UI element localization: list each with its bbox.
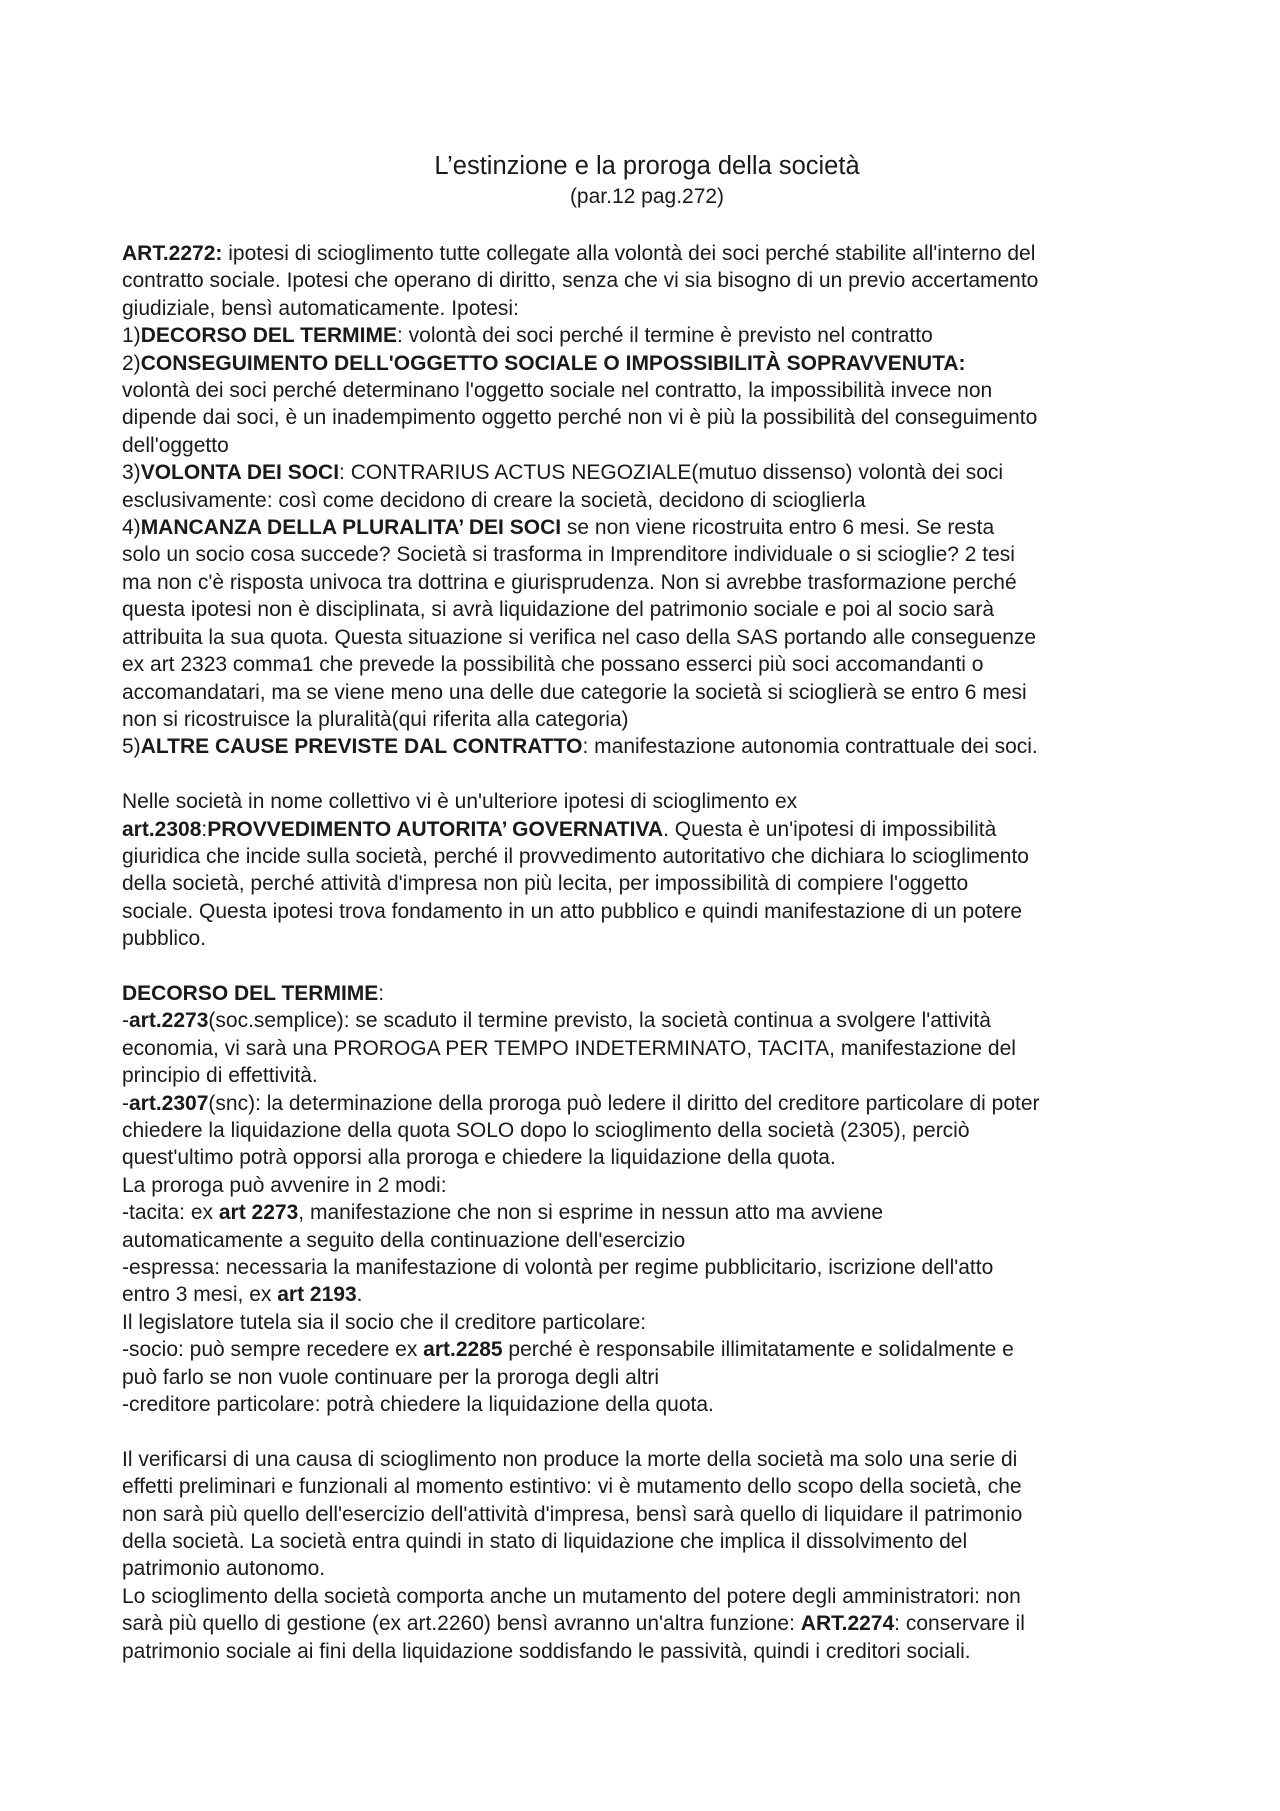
- text-line: [122, 1364, 1172, 1391]
- text-run: perché è responsabile illimitatamente e solidalmente e: [502, 1338, 1014, 1362]
- text-line: [122, 1610, 1172, 1637]
- text-run: giudiziale, bensì automaticamente. Ipotesi:: [122, 296, 519, 320]
- text-run: (soc.semplice): se scaduto il termine previsto, la società continua a svolgere l'attività: [208, 1009, 991, 1033]
- text-run: -: [122, 1009, 129, 1033]
- text-run: : volontà dei soci perché il termine è previsto nel contratto: [396, 324, 933, 348]
- text-run: :: [201, 817, 208, 841]
- text-run: (snc): la determinazione della proroga può ledere il diritto del creditore particolare di poter: [208, 1091, 1040, 1115]
- text-line: [122, 1391, 1172, 1418]
- text-line: [122, 596, 1172, 623]
- text-line: [122, 1144, 1172, 1171]
- text-line: [122, 267, 1172, 294]
- text-run: esclusivamente: così come decidono di creare la società, decidono di scioglierla: [122, 488, 866, 512]
- text-run: La proroga può avvenire in 2 modi:: [122, 1173, 447, 1197]
- text-line: [122, 980, 1172, 1007]
- text-run: dipende dai soci, è un inadempimento oggetto perché non vi è più la possibilità del conseguimento: [122, 406, 1038, 430]
- text-line: [122, 733, 1172, 760]
- text-run: .: [356, 1283, 363, 1307]
- text-line: [122, 843, 1172, 870]
- paragraph-gap: [122, 1418, 1172, 1445]
- document-subtitle: (par.12 pag.272): [569, 185, 725, 208]
- text-run: entro 3 mesi, ex: [122, 1283, 278, 1307]
- text-run: non si ricostruisce la pluralità(qui riferita alla categoria): [122, 707, 629, 731]
- document-title: L’estinzione e la proroga della società: [434, 152, 860, 180]
- text-run: principio di effettività.: [122, 1064, 318, 1088]
- text-run: giuridica che incide sulla società, perché il provvedimento autoritativo che dichiara lo scioglimento: [122, 844, 1029, 868]
- text-line: [122, 1035, 1172, 1062]
- bold-text-run: CONSEGUIMENTO DELL'OGGETTO SOCIALE O IMPOSSIBILITÀ SOPRAVVENUTA:: [140, 351, 966, 375]
- text-run: sarà più quello di gestione (ex art.2260) bensì avranno un'altra funzione:: [122, 1612, 801, 1636]
- text-line: [122, 1199, 1172, 1226]
- text-run: ipotesi di scioglimento tutte collegate alla volontà dei soci perché stabilite all'interno del: [222, 242, 1036, 265]
- text-line: [122, 569, 1172, 596]
- bold-text-run: art 2273: [218, 1201, 299, 1225]
- text-line: [122, 1117, 1172, 1144]
- text-run: : conservare il: [894, 1612, 1025, 1636]
- text-line: [122, 651, 1172, 678]
- bold-text-run: MANCANZA DELLA PLURALITA’ DEI SOCI: [140, 516, 562, 540]
- text-run: 4): [122, 516, 141, 540]
- bold-text-run: DECORSO DEL TERMIME: [122, 981, 379, 1005]
- text-line: [122, 1172, 1172, 1199]
- text-line: [122, 788, 1172, 815]
- text-run: accomandatari, ma se viene meno una delle due categorie la società si scioglierà se entro 6 mesi: [122, 680, 1027, 704]
- text-run: -creditore particolare: potrà chiedere la liquidazione della quota.: [122, 1393, 714, 1417]
- text-line: [122, 706, 1172, 733]
- text-line: [122, 870, 1172, 897]
- text-line: [122, 240, 1172, 267]
- bold-text-run: art.2273: [129, 1009, 209, 1033]
- text-run: 5): [122, 735, 141, 759]
- text-run: Il verificarsi di una causa di scioglimento non produce la morte della società ma solo una serie di: [122, 1447, 1018, 1471]
- text-run: solo un socio cosa succede? Società si trasforma in Imprenditore individuale o si scioglie? 2 tesi: [122, 543, 1015, 567]
- text-run: pubblico.: [122, 927, 207, 951]
- text-run: può farlo se non vuole continuare per la proroga degli altri: [122, 1365, 660, 1389]
- text-run: :: [378, 981, 385, 1005]
- text-line: [122, 1555, 1172, 1582]
- text-line: [122, 459, 1172, 486]
- text-line: [122, 487, 1172, 514]
- text-line: [122, 350, 1172, 377]
- text-line: [122, 1309, 1172, 1336]
- bold-text-run: DECORSO DEL TERMIME: [140, 324, 397, 348]
- text-line: [122, 816, 1172, 843]
- text-run: 1): [122, 324, 141, 348]
- bold-text-run: ART.2274: [800, 1612, 895, 1636]
- text-line: [122, 1336, 1172, 1363]
- text-run: sociale. Questa ipotesi trova fondamento in un atto pubblico e quindi manifestazione di un potere: [122, 899, 1023, 923]
- text-line: [122, 1638, 1172, 1665]
- text-run: 3): [122, 461, 141, 485]
- paragraph: [122, 980, 1172, 1419]
- text-run: : manifestazione autonomia contrattuale dei soci.: [582, 735, 1038, 759]
- text-run: patrimonio sociale ai fini della liquidazione soddisfando le passività, quindi i creditori sociali.: [122, 1639, 971, 1663]
- text-run: effetti preliminari e funzionali al momento estintivo: vi è mutamento dello scopo della società, che: [122, 1475, 1022, 1499]
- text-line: [122, 432, 1172, 459]
- text-line: [122, 624, 1172, 651]
- text-run: ma non c'è risposta univoca tra dottrina e giurisprudenza. Non si avrebbe trasformazione perché: [122, 570, 1017, 594]
- text-run: -espressa: necessaria la manifestazione di volontà per regime pubblicitario, iscrizione dell'atto: [122, 1256, 994, 1279]
- text-run: della società. La società entra quindi in stato di liquidazione che implica il dissolvimento del: [122, 1530, 968, 1554]
- bold-text-run: art.2308: [122, 817, 202, 841]
- paragraph-gap: [122, 953, 1172, 980]
- text-line: [122, 514, 1172, 541]
- text-line: [122, 322, 1172, 349]
- text-line: [122, 925, 1172, 952]
- paragraph: [122, 1446, 1172, 1665]
- bold-text-run: ART.2272:: [122, 242, 223, 265]
- text-line: [122, 404, 1172, 431]
- text-run: Lo scioglimento della società comporta anche un mutamento del potere degli amministratori: non: [122, 1584, 1021, 1608]
- paragraph-gap: [122, 761, 1172, 788]
- document-body: [122, 240, 1172, 1665]
- text-line: [122, 1528, 1172, 1555]
- text-run: attribuita la sua quota. Questa situazione si verifica nel caso della SAS portando alle conseguenze: [122, 625, 1037, 649]
- paragraph: [122, 240, 1172, 761]
- text-run: ex art 2323 comma1 che prevede la possibilità che possano esserci più soci accomandanti o: [122, 653, 984, 677]
- text-run: economia, vi sarà una PROROGA PER TEMPO INDETERMINATO, TACITA, manifestazione del: [122, 1036, 1016, 1060]
- text-run: della società, perché attività d'impresa non più lecita, per impossibilità di compiere l'oggetto: [122, 872, 969, 896]
- document-page: [122, 150, 1172, 1665]
- text-line: [122, 377, 1172, 404]
- text-line: [122, 1227, 1172, 1254]
- text-run: contratto sociale. Ipotesi che operano di diritto, senza che vi sia bisogno di un previo accertamento: [122, 269, 1039, 293]
- paragraph: [122, 788, 1172, 952]
- text-run: Nelle società in nome collettivo vi è un'ulteriore ipotesi di scioglimento ex: [122, 790, 798, 814]
- text-line: [122, 295, 1172, 322]
- text-run: patrimonio autonomo.: [122, 1557, 326, 1581]
- text-run: 2): [122, 351, 141, 375]
- text-line: [122, 1473, 1172, 1500]
- text-run: dell'oggetto: [122, 433, 229, 457]
- text-line: [122, 898, 1172, 925]
- bold-text-run: VOLONTA DEI SOCI: [140, 461, 340, 485]
- text-run: automaticamente a seguito della continuazione dell'esercizio: [122, 1228, 686, 1252]
- text-run: volontà dei soci perché determinano l'oggetto sociale nel contratto, la impossibilità invece non: [122, 379, 993, 403]
- text-line: [122, 1062, 1172, 1089]
- text-line: [122, 1501, 1172, 1528]
- text-run: . Questa è un'ipotesi di impossibilità: [663, 817, 997, 841]
- text-run: -tacita: ex: [122, 1201, 219, 1225]
- text-run: -: [122, 1091, 129, 1115]
- bold-text-run: art 2193: [277, 1283, 357, 1307]
- bold-text-run: ALTRE CAUSE PREVISTE DAL CONTRATTO: [140, 735, 583, 759]
- text-run: , manifestazione che non si esprime in nessun atto ma avviene: [298, 1201, 884, 1225]
- bold-text-run: art.2285: [423, 1338, 503, 1362]
- bold-text-run: art.2307: [129, 1091, 209, 1115]
- text-run: non sarà più quello dell'esercizio dell'attività d'impresa, bensì sarà quello di liquidare il patrimonio: [122, 1502, 1023, 1526]
- text-run: quest'ultimo potrà opporsi alla proroga e chiedere la liquidazione della quota.: [122, 1146, 836, 1170]
- text-line: [122, 1446, 1172, 1473]
- text-run: se non viene ricostruita entro 6 mesi. Se resta: [561, 516, 995, 540]
- text-run: Il legislatore tutela sia il socio che il creditore particolare:: [122, 1310, 647, 1334]
- bold-text-run: PROVVEDIMENTO AUTORITA’ GOVERNATIVA: [207, 817, 664, 841]
- text-line: [122, 1281, 1172, 1308]
- text-line: [122, 679, 1172, 706]
- text-run: -socio: può sempre recedere ex: [122, 1338, 424, 1362]
- text-line: [122, 1254, 1172, 1281]
- text-line: [122, 1007, 1172, 1034]
- text-run: : CONTRARIUS ACTUS NEGOZIALE(mutuo dissenso) volontà dei soci: [339, 461, 1004, 485]
- text-run: questa ipotesi non è disciplinata, si avrà liquidazione del patrimonio sociale e poi al socio sarà: [122, 598, 995, 622]
- text-line: [122, 1090, 1172, 1117]
- text-line: [122, 541, 1172, 568]
- text-run: chiedere la liquidazione della quota SOLO dopo lo scioglimento della società (2305), perciò: [122, 1118, 970, 1142]
- text-line: [122, 1583, 1172, 1610]
